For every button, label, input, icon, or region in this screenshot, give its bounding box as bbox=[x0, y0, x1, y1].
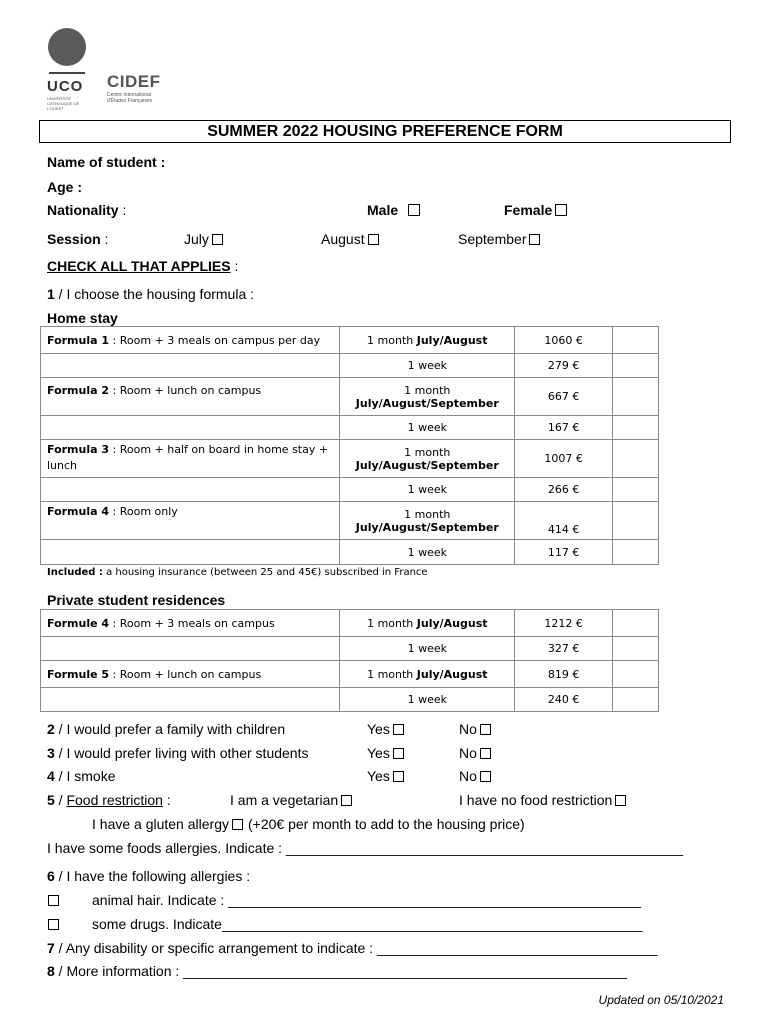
formula-cell: Formule 4 : Room + 3 meals on campus bbox=[41, 610, 340, 637]
select-cell[interactable] bbox=[613, 637, 659, 661]
nationality-row: Nationality : bbox=[47, 202, 127, 218]
table-row bbox=[41, 688, 659, 712]
form-title: SUMMER 2022 HOUSING PREFERENCE FORM bbox=[39, 120, 731, 143]
name-label: Name of student : bbox=[47, 154, 166, 170]
female-checkbox[interactable] bbox=[555, 204, 567, 216]
uco-logo-bar bbox=[49, 72, 85, 74]
price-cell: 117 € bbox=[515, 540, 613, 565]
q6-text: 6 / I have the following allergies : bbox=[47, 868, 251, 884]
updated-date: Updated on 05/10/2021 bbox=[598, 993, 724, 1007]
uco-logo-text: UCO bbox=[47, 78, 84, 95]
select-cell[interactable] bbox=[613, 502, 659, 540]
table-row bbox=[41, 637, 659, 661]
duration-cell: 1 week bbox=[340, 540, 515, 565]
gluten-checkbox[interactable] bbox=[232, 819, 243, 830]
private-residences-heading: Private student residences bbox=[47, 592, 226, 608]
table-row bbox=[41, 416, 659, 440]
q1-text: 1 / I choose the housing formula : bbox=[47, 286, 255, 302]
duration-cell: 1 month July/August/September bbox=[340, 378, 515, 416]
q3-text: 3 / I would prefer living with other students bbox=[47, 745, 309, 761]
duration-cell: 1 month July/August/September bbox=[340, 440, 515, 478]
price-cell: 1060 € bbox=[515, 327, 613, 354]
animal-hair-option[interactable] bbox=[47, 892, 59, 908]
session-august[interactable]: August bbox=[321, 231, 379, 247]
cidef-logo-text: CIDEF bbox=[107, 72, 161, 91]
q4-yes-checkbox[interactable] bbox=[393, 771, 404, 782]
q2-yes[interactable]: Yes bbox=[367, 721, 404, 737]
q4-no[interactable]: No bbox=[459, 768, 491, 784]
gluten-option[interactable]: I have a gluten allergy (+20€ per month to add to the housing price) bbox=[92, 816, 525, 832]
september-checkbox[interactable] bbox=[529, 234, 540, 245]
drugs-checkbox[interactable] bbox=[48, 919, 59, 930]
age-label: Age : bbox=[47, 179, 82, 195]
formula-cell: Formule 5 : Room + lunch on campus bbox=[41, 661, 340, 688]
q4-yes[interactable]: Yes bbox=[367, 768, 404, 784]
select-cell[interactable] bbox=[613, 540, 659, 565]
price-cell: 167 € bbox=[515, 416, 613, 440]
male-option[interactable]: Male bbox=[367, 202, 420, 218]
duration-cell: 1 month July/August bbox=[340, 610, 515, 637]
select-cell[interactable] bbox=[613, 610, 659, 637]
select-cell[interactable] bbox=[613, 416, 659, 440]
q3-no[interactable]: No bbox=[459, 745, 491, 761]
formula-cell: Formula 4 : Room only bbox=[41, 502, 340, 540]
price-cell: 1007 € bbox=[515, 440, 613, 478]
price-cell: 414 € bbox=[515, 502, 613, 540]
q2-no[interactable]: No bbox=[459, 721, 491, 737]
table-row bbox=[41, 354, 659, 378]
uco-logo-subtitle: UNIVERSITÉ CATHOLIQUE DE L'OUEST bbox=[47, 96, 80, 111]
vegetarian-option[interactable]: I am a vegetarian bbox=[230, 792, 352, 808]
q5-text: 5 / Food restriction : bbox=[47, 792, 171, 808]
q8-field[interactable]: 8 / More information : _________________________________________________________ bbox=[47, 963, 627, 979]
food-allergy-field[interactable]: I have some foods allergies. Indicate : ___________________________________________________ bbox=[47, 840, 684, 856]
q3-no-checkbox[interactable] bbox=[480, 748, 491, 759]
formula-cell: Formula 3 : Room + half on board in home stay + lunch bbox=[41, 440, 340, 478]
table-row bbox=[41, 478, 659, 502]
no-restriction-checkbox[interactable] bbox=[615, 795, 626, 806]
q2-yes-checkbox[interactable] bbox=[393, 724, 404, 735]
duration-cell: 1 week bbox=[340, 478, 515, 502]
price-cell: 266 € bbox=[515, 478, 613, 502]
cidef-logo-subtitle: Centre International d'Études Françaises bbox=[107, 92, 153, 104]
price-cell: 819 € bbox=[515, 661, 613, 688]
select-cell[interactable] bbox=[613, 661, 659, 688]
q3-yes[interactable]: Yes bbox=[367, 745, 404, 761]
price-cell: 1212 € bbox=[515, 610, 613, 637]
q2-no-checkbox[interactable] bbox=[480, 724, 491, 735]
q2-text: 2 / I would prefer a family with children bbox=[47, 721, 286, 737]
insurance-note: Included : a housing insurance (between 25 and 45€) subscribed in France bbox=[47, 567, 428, 578]
table-row bbox=[41, 502, 659, 540]
animal-hair-checkbox[interactable] bbox=[48, 895, 59, 906]
price-cell: 279 € bbox=[515, 354, 613, 378]
table-row bbox=[41, 327, 659, 354]
no-restriction-option[interactable]: I have no food restriction bbox=[459, 792, 626, 808]
price-cell: 667 € bbox=[515, 378, 613, 416]
home-stay-heading: Home stay bbox=[47, 310, 118, 326]
price-cell: 240 € bbox=[515, 688, 613, 712]
duration-cell: 1 week bbox=[340, 637, 515, 661]
session-july[interactable]: July bbox=[184, 231, 223, 247]
august-checkbox[interactable] bbox=[368, 234, 379, 245]
session-september[interactable]: September bbox=[458, 231, 540, 247]
select-cell[interactable] bbox=[613, 354, 659, 378]
private-residences-table bbox=[40, 609, 659, 712]
male-checkbox[interactable] bbox=[408, 204, 420, 216]
table-row bbox=[41, 440, 659, 478]
select-cell[interactable] bbox=[613, 378, 659, 416]
q4-no-checkbox[interactable] bbox=[480, 771, 491, 782]
duration-cell: 1 week bbox=[340, 354, 515, 378]
table-row bbox=[41, 540, 659, 565]
duration-cell: 1 month July/August bbox=[340, 661, 515, 688]
q4-text: 4 / I smoke bbox=[47, 768, 116, 784]
animal-hair-field[interactable]: animal hair. Indicate : _____________________________________________________ bbox=[92, 892, 641, 908]
select-cell[interactable] bbox=[613, 440, 659, 478]
q3-yes-checkbox[interactable] bbox=[393, 748, 404, 759]
uco-logo-mark bbox=[48, 28, 86, 66]
duration-cell: 1 month July/August/September bbox=[340, 502, 515, 540]
session-row: Session : bbox=[47, 231, 109, 247]
select-cell[interactable] bbox=[613, 478, 659, 502]
drugs-field[interactable]: some drugs. Indicate______________________________________________________ bbox=[92, 916, 643, 932]
formula-cell: Formula 2 : Room + lunch on campus bbox=[41, 378, 340, 416]
select-cell[interactable] bbox=[613, 327, 659, 354]
select-cell[interactable] bbox=[613, 688, 659, 712]
table-row bbox=[41, 661, 659, 688]
july-checkbox[interactable] bbox=[212, 234, 223, 245]
check-all-heading: CHECK ALL THAT APPLIES : bbox=[47, 258, 239, 274]
table-row bbox=[41, 378, 659, 416]
drugs-option[interactable] bbox=[47, 916, 59, 932]
duration-cell: 1 month July/August bbox=[340, 327, 515, 354]
female-option[interactable]: Female bbox=[504, 202, 567, 218]
table-row bbox=[41, 610, 659, 637]
duration-cell: 1 week bbox=[340, 416, 515, 440]
price-cell: 327 € bbox=[515, 637, 613, 661]
vegetarian-checkbox[interactable] bbox=[341, 795, 352, 806]
formula-cell: Formula 1 : Room + 3 meals on campus per day bbox=[41, 327, 340, 354]
q7-field[interactable]: 7 / Any disability or specific arrangement to indicate : ____________________________________ bbox=[47, 940, 658, 956]
home-stay-table bbox=[40, 326, 659, 565]
duration-cell: 1 week bbox=[340, 688, 515, 712]
